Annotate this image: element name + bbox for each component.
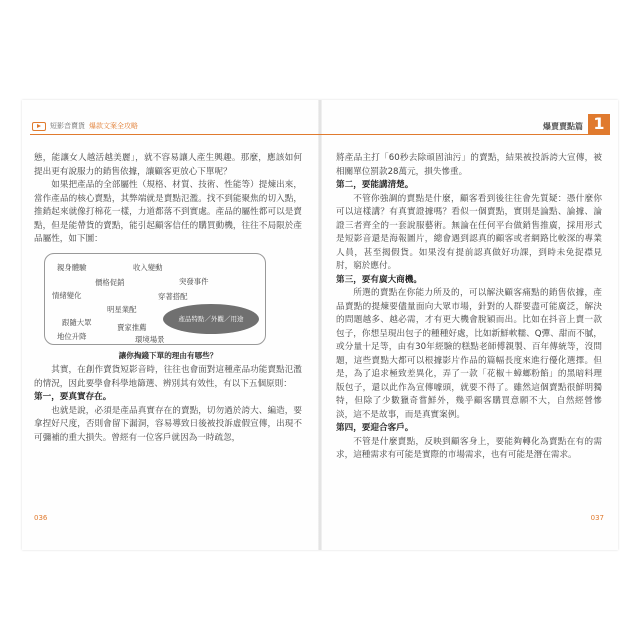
diagram-term: 穿著搭配 xyxy=(158,291,188,301)
paragraph: 也就是說，必須是產品真實存在的賣點，切勿過於誇大、編造，要拿捏好尺度，否則會留下漏洞，容易導致日後被投訴虛假宣傳，出現不可彌補的重大損失。曾經有一位客戶就因為一時疏忽， xyxy=(34,405,302,443)
paragraph: 將產品主打「60秒去除頑固油污」的賣點，結果被投訴誇大宣傳，被相關單位罰款28萬元，損失慘重。 xyxy=(336,153,602,177)
left-body-text xyxy=(34,152,302,445)
right-body-text xyxy=(336,152,602,463)
running-header-left xyxy=(32,120,138,132)
diagram-term: 情緒變化 xyxy=(52,290,82,300)
diagram-term: 明星業配 xyxy=(107,304,137,314)
page-number-left: 036 xyxy=(34,514,48,522)
paragraph: 如果把產品的全部屬性（規格、材質、技術、性能等）提煉出來，當作產品的核心賣點，其弊端就是賣點氾濫。找不到能聚焦的切入點，推銷起來就像打棉花一樣，力道都落不到實處。產品的屬性都可以是賣點，但是能帶貨的賣點，能引起顧客信任的購買動機，往往不局限於產品屬性，如下圖： xyxy=(34,180,302,244)
header-book-title: 短影音賣貨 xyxy=(50,122,85,130)
highlight-ellipse: 產品特點／外觀／用途 xyxy=(163,304,259,334)
section-subheading: 第二，要能講清楚。 xyxy=(336,180,414,190)
diagram-term: 跟隨大眾 xyxy=(62,317,92,327)
paragraph: 態，能讓女人越活越美麗」，就不容易讓人產生興趣。那麼，應該如何提出更有說服力的銷售依據，讓顧客更放心下單呢？ xyxy=(34,153,302,177)
header-rule xyxy=(320,134,610,135)
left-page xyxy=(22,100,320,550)
diagram-caption: 讓你掏錢下單的理由有哪些？ xyxy=(118,350,218,360)
paragraph: 不管你強調的賣點是什麼，顧客看到後往往會先質疑：憑什麼你可以這樣講？有真實證據嗎？看似一個賣點，實則是論點、論據、論證三者齊全的一套說服藝術。無論在任何平台做銷售推廣，採用形式是短影音還是海報圖片，總會遇到認真的顧客或者網路比較深的專業人員，甚至揭假貨。如果沒有提前認真做好功課，到時未免捉襟見肘，窮於應付。 xyxy=(336,193,602,271)
running-header-right xyxy=(543,114,610,134)
diagram-term: 收入變動 xyxy=(133,262,163,272)
diagram-term: 突發事件 xyxy=(179,276,209,286)
chapter-number-badge: 1 xyxy=(588,114,610,134)
paragraph: 其實，在創作賣貨短影音時，往往也會面對這種產品功能賣點氾濫的情況，因此要學會科學地篩選、辨別其有效性，有以下五個原則： xyxy=(34,365,302,389)
diagram-term: 親身體驗 xyxy=(57,262,87,272)
reasons-diagram xyxy=(44,253,266,345)
diagram-term: 環境場景 xyxy=(135,334,165,344)
paragraph: 所選的賣點在你能力所及的，可以解決顧客痛點的銷售依據，產品賣點的提煉要儘量面向大眾市場，針對的人群要盡可能廣泛，解決的問題越多、越必需，才有更大機會脫穎而出。比如在抖音上賣一款包子，你想呈現出包子的種種好處，比如新鮮軟糯、Q彈、甜而不膩，或分量十足等，由有30年經驗的糕點老師傅親製、百年傳統等，沒問題，這些賣點大都可以根據影片作品的篇幅長度來進行優化選擇。但是，為了追求極致差異化，弄了一款「花椒＋蟑螂粉餡」的黑暗料理版包子，還以此作為宣傳噱頭，就要不得了。雖然這個賣點很鮮明獨特，但除了少數獵奇嘗鮮外，幾乎顧客購買意願不大，自然經營慘淡，這不是故事，而是真實案例。 xyxy=(336,288,602,420)
section-subheading: 第四，要迎合客戶。 xyxy=(336,423,414,433)
section-subheading: 第一，要真實存在。 xyxy=(34,392,112,402)
book-spread xyxy=(22,100,618,550)
diagram-term: 賣家推薦 xyxy=(117,322,147,332)
paragraph: 不管是什麼賣點，反映到顧客身上，要能夠轉化為賣點在有的需求，這種需求有可能是實際的市場需求，也有可能是潛在需求。 xyxy=(336,436,602,460)
video-play-icon xyxy=(32,122,46,131)
page-number-right: 037 xyxy=(590,514,604,522)
chapter-title: 爆賣賣點篇 xyxy=(543,122,583,131)
diagram-term: 地位升降 xyxy=(57,331,87,341)
diagram-term: 價格促銷 xyxy=(95,277,125,287)
header-book-subtitle: 爆款文案全攻略 xyxy=(89,122,138,130)
section-subheading: 第三，要有廣大商機。 xyxy=(336,274,422,285)
right-page xyxy=(320,100,618,550)
header-rule xyxy=(30,134,320,135)
